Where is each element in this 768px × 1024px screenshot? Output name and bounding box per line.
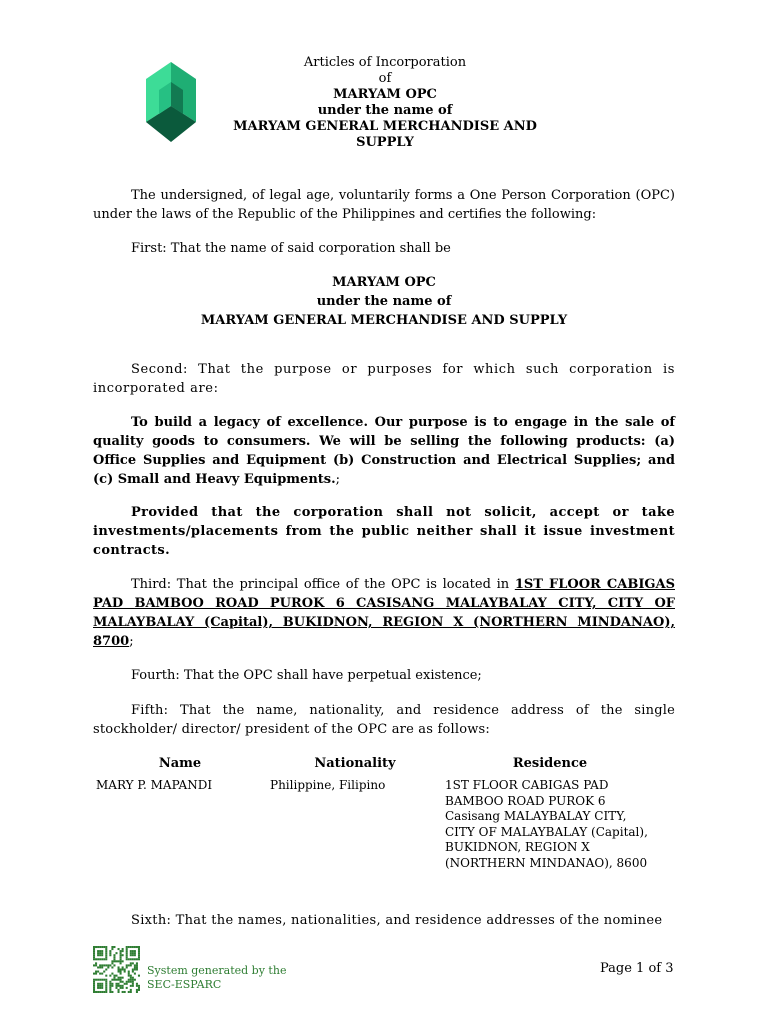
intro-paragraph: The undersigned, of legal age, voluntarily forms a One Person Corporation (OPC) under the laws of the Republic of the Philippines and certifies the following:	[93, 188, 675, 222]
article-second: Second: That the purpose or purposes for which such corporation is incorporated are:	[93, 362, 675, 396]
article-fourth: Fourth: That the OPC shall have perpetual existence;	[131, 668, 482, 683]
header-title: Articles of Incorporation	[303, 55, 467, 70]
residence-line: 1ST FLOOR CABIGAS PAD	[445, 778, 609, 792]
article-third	[93, 575, 675, 651]
table-header-name: Name	[158, 756, 202, 771]
page-number: Page 1 of 3	[600, 961, 674, 976]
corp-name: MARYAM OPC	[332, 275, 436, 290]
purpose-tail: ;	[335, 472, 341, 487]
system-generated-note	[147, 964, 286, 992]
residence-line: BUKIDNON, REGION X	[445, 840, 590, 854]
header-under-name: under the name of	[317, 103, 453, 118]
header-company: MARYAM OPC	[333, 87, 437, 102]
header-business-name-cont: SUPPLY	[356, 135, 414, 150]
header-business-name: MARYAM GENERAL MERCHANDISE AND	[233, 119, 537, 134]
table-header-residence: Residence	[512, 756, 588, 771]
article-fifth: Fifth: That the name, nationality, and residence address of the single stockholder/ director/ president of the OPC are as follows:	[93, 703, 675, 737]
residence-line: CITY OF MALAYBALAY (Capital),	[445, 824, 648, 839]
stockholder-name: MARY P. MAPANDI	[96, 778, 213, 792]
table-header-nationality: Nationality	[314, 756, 396, 771]
qr-code	[93, 946, 140, 993]
stockholder-residence	[445, 778, 685, 871]
generated-line-1: System generated by the	[147, 964, 287, 977]
article-sixth: Sixth: That the names, nationalities, and residence addresses of the nominee	[131, 913, 663, 928]
purpose-paragraph	[93, 413, 675, 489]
header-of: of	[378, 71, 392, 86]
provided-paragraph: Provided that the corporation shall not solicit, accept or take investments/placements from the public neither shall it issue investment contracts.	[93, 505, 675, 558]
corp-business-name: MARYAM GENERAL MERCHANDISE AND SUPPLY	[200, 313, 568, 328]
purpose-text: To build a legacy of excellence. Our purpose is to engage in the sale of quality goods to consumers. We will be selling the following products: (a) Office Supplies and Equipment (b) Construction and Electrical Supplies; and (c) Small and Heavy Equipments.	[93, 415, 675, 487]
residence-line: (NORTHERN MINDANAO), 8600	[445, 855, 648, 870]
principal-office-address: 1ST FLOOR CABIGAS PAD BAMBOO ROAD PUROK 6 CASISANG MALAYBALAY CITY, CITY OF MALAYBALAY (Capital), BUKIDNON, REGION X (NORTHERN MINDANAO), 8700	[93, 577, 675, 649]
corp-under-name: under the name of	[316, 294, 452, 309]
sec-logo	[143, 62, 199, 142]
corporation-name-block	[93, 273, 675, 330]
document-header	[200, 55, 570, 151]
third-prefix: Third: That the principal office of the OPC is located in	[131, 577, 515, 592]
third-suffix: ;	[129, 634, 134, 649]
residence-line: BAMBOO ROAD PUROK 6	[445, 793, 606, 808]
stockholder-nationality: Philippine, Filipino	[270, 778, 386, 792]
article-first: First: That the name of said corporation shall be	[131, 241, 451, 256]
generated-line-2: SEC-ESPARC	[147, 978, 222, 991]
residence-line: Casisang MALAYBALAY CITY,	[445, 809, 627, 823]
